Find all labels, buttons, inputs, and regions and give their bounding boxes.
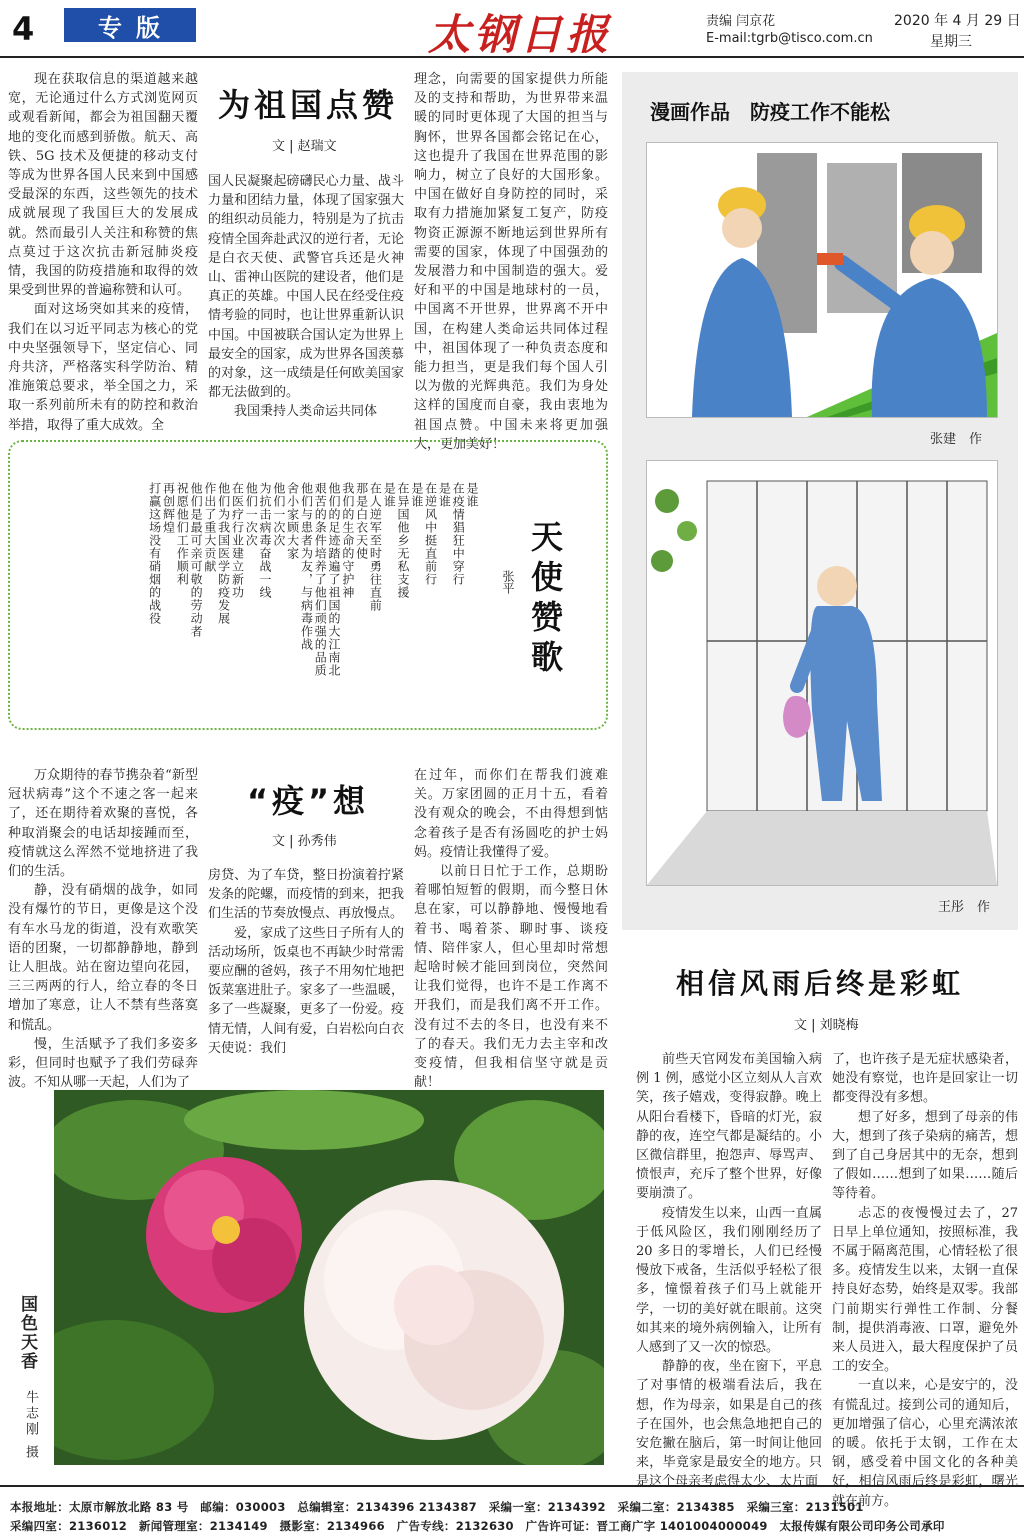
- poem-line: 在疫情猖狂中穿行: [451, 482, 466, 586]
- workers-temperature-check-drawing: [647, 143, 997, 417]
- poem-line: 舍小家顾大家: [285, 482, 300, 560]
- poem-line: 在人逆军至时勇往直前: [368, 482, 383, 612]
- article2-col3: [414, 766, 608, 1092]
- poem-line: 他们一次次: [271, 482, 286, 547]
- article2-title: “疫”想: [246, 782, 370, 820]
- poem-line: 他们为我国医学防疫发展: [216, 482, 231, 625]
- paragraph: 前些天官网发布美国输入病例 1 例，感觉小区立刻从人言欢笑，孩子嬉戏，变得寂静。晚上从阳台看楼下，昏暗的灯光，寂静的夜，连空气都是凝结的。小区微信群里，抱怨声、辱骂声、愤恨声，充斥了整个世界，好像要崩溃了。: [636, 1052, 822, 1202]
- photo-caption: 国色天香: [17, 1295, 37, 1371]
- article2-col1: [8, 766, 198, 1092]
- article1-col1: [8, 70, 198, 435]
- paragraph: 静，没有硝烟的战争，如同没有爆竹的节日，更像是这个没有车水马龙的街道，没有欢歌笑语的团聚，一切都静静地，静到让人胆战。站在窗边望向花园，三三两两的行人，给立春的冬日增加了寒意，让人不禁有些落寞和慌乱。: [8, 883, 198, 1033]
- paragraph: 我国秉持人类命运共同体: [234, 404, 378, 420]
- footer-line-1: 本报地址：太原市解放北路 83 号 邮编：030003 总编辑室：2134396 2134387 采编一室：2134392 采编二室：2134385 采编三室：2131501: [10, 1500, 864, 1514]
- poem-line: 他们与患者为友，与病毒作战: [299, 482, 314, 651]
- issue-weekday: 星期三: [930, 34, 972, 50]
- paragraph: 想了好多，想到了母亲的伟大，想到了孩子染病的痛苦，想到了自己身居其中的无奈，想到了假如……想到了如果……随后等待着。: [832, 1109, 1018, 1202]
- paragraph: 国人民凝聚起磅礴民心力量、战斗力量和团结力量，体现了国家强大的组织动员能力，特别是为了抗击疫情全国奔赴武汉的逆行者，无论是白衣天使、武警官兵还是火神山、雷神山医院的建设者，他们是真正的英雄。中国人民在经受住疫情考验的同时，也让世界重新认识中国。中国被联合国认定为世界上最安全的国家，成为世界各国羡慕的对象，这一成绩是任何欧美国家都无法做到的。: [208, 174, 404, 401]
- paragraph: 现在获取信息的渠道越来越宽，无论通过什么方式浏览网页或观看新闻，都会为祖国翻天覆地的变化而感到骄傲。航天、高铁、5G 技术及便捷的移动支付等成为世界各国人民来到中国感受最深的东西，这些领先的技术成就展现了我国巨大的发展成就。然而最引人关注和称赞的焦点莫过于这次抗击新冠肺炎疫情，我国的防疫措施和取得的效果受到世界的普遍称赞和认可。: [8, 72, 198, 299]
- article2-byline: 文 | 孙秀伟: [272, 834, 337, 849]
- poem-line: 作出了重大贡献: [202, 482, 217, 573]
- page-number: 4: [12, 10, 35, 48]
- white-peony: [304, 1180, 564, 1440]
- paragraph: 静静的夜，坐在窗下，平息了对事情的极端看法后，我在想，作为母亲，如果是自己的孩子在国外，也会焦急地把自己的安危撇在脑后，第一时间让他回来，毕竟家是最安全的地方。只是这个母亲考虑得太少、太片面: [636, 1359, 822, 1490]
- comic-credit-1: 张建 作: [930, 432, 983, 447]
- poem-title: 天使赞歌: [526, 520, 564, 680]
- paragraph: 了，也许孩子是无症状感染者，她没有察觉，也许是回家让一切都变得没有多想。: [832, 1052, 1018, 1106]
- poem-line: 艰苦的条件培养了他们顽强的品质: [313, 482, 328, 677]
- paragraph: 万众期待的春节携杂着“新型冠状病毒”这个不速之客一起来了，还在期待着欢聚的喜悦，各种取消聚会的电话却接踵而至，疫情就这么浑然不觉地挤进了我们的生活。: [8, 768, 198, 880]
- paper-logo: 太钢日报: [428, 10, 613, 59]
- paragraph: 以前日日忙于工作，总期盼着哪怕短暂的假期，而今整日休息在家，可以静静地、慢慢地看着书、喝着茶、聊时事、谈疫情、陪伴家人，但心里却时常想起啥时候才能回到岗位，突然间让我们觉得，也许不是工作离不开我们，而是我们离不开工作。没有过不去的冬日，也没有来不了的春天。我们无力去主宰和改变疫情，但我相信坚守就是贡献！: [414, 864, 608, 1091]
- pink-peony: [146, 1157, 302, 1313]
- poem-line: 我们的生命的守护神: [340, 482, 355, 599]
- section-tag: 专版: [64, 8, 196, 42]
- poem-line: 是谁: [437, 482, 452, 508]
- paragraph: 在过年，而你们在帮我们渡难关。万家团圆的正月十五，看着没有观众的晚会，不由得想到惦念着孩子是否有汤圆吃的护士妈妈。疫情让我懂得了爱。: [414, 768, 608, 860]
- poem-line: 打赢这场没有硝烟的战役: [147, 482, 162, 625]
- paragraph: 疫情发生以来，山西一直属于低风险区，我们刚刚经历了 20 多日的零增长，人们已经慢慢放下戒备，生活似乎轻松了很多，憧憬着孩子们马上就能开学，一切的美好就在眼前。这突如其来的境外病例输入，让所有人感到了又一次的惊恐。: [636, 1205, 822, 1356]
- poem-line: 祝愿他们工作顺利: [175, 482, 190, 586]
- poem-line: 在异国他乡无私支援: [396, 482, 411, 599]
- footer-line-2: 采编四室：2136012 新闻管理室：2134149 摄影室：2134966 广告专线：2132630 广告许可证：晋工商广字 1401004000049 太报传媒有限公司印务公司承印: [10, 1519, 945, 1533]
- poem-line: 是谁: [465, 482, 479, 508]
- paragraph: 一直以来，心是安宁的，没有慌乱过。接到公司的通知后，更加增强了信心，心里充满浓浓的暖。依托于太钢，工作在太钢，感受着中国文化的各种美好，相信风雨后终是彩虹，曙光就在前方。: [832, 1378, 1018, 1509]
- poem-author: 张平: [501, 570, 515, 594]
- article3-col1: [636, 1050, 822, 1492]
- poem-line: 是谁: [409, 482, 424, 508]
- paragraph: 爱，家成了这些日子所有人的活动场所，饭桌也不再缺少时常需要应酬的爸妈，孩子不用匆忙地把饭菜塞进肚子。家多了一些温暖，多了一些凝聚，更多了一份爱。疫情无情，人间有爱，白岩松向白衣天使说：我们: [208, 925, 404, 1056]
- poem-line: 那是白衣天使: [354, 482, 369, 560]
- peony-flowers-image: [54, 1090, 604, 1465]
- paragraph: 慢，生活赋予了我们多姿多彩，但同时也赋予了我们劳碌奔波。不知从哪一天起，人们为了: [8, 1036, 198, 1091]
- paragraph: 理念，向需要的国家提供力所能及的支持和帮助，为世界带来温暖的同时更体现了大国的担当与胸怀，世界各国都会铭记在心，这也提升了我国在世界范围的影响力，树立了良好的大国形象。中国在做好自身防控的同时，采取有力措施加紧复工复产，防疫物资正源源不断地运到世界所有需要的国家，体现了中国强劲的发展潜力和中国制造的强大。爱好和平的中国是地球村的一员，中国离不开世界，世界离不开中国，在构建人类命运共同体过程中，祖国体现了一种负责态度和能力担当，更是我们每个国人引以为傲的光辉典范。我们为身处这样的国度而自豪，我由衷地为祖国点赞。中国未来将更加强大，更加美好！: [414, 72, 608, 452]
- paragraph: 忐忑的夜慢慢过去了，27 日早上单位通知，按照标准，我不属于隔离范围，心情轻松了很多。疫情发生以来，太钢一直保持良好态势，始终是双零。我部门前期实行弹性工作制、分餐制，提供消毒液、口罩，避免外来人员进入，最大程度保护了员工的安全。: [832, 1205, 1018, 1375]
- footer: [0, 1485, 1024, 1539]
- poem-line: 在医疗行业建立新功: [230, 482, 245, 599]
- comic-heading: 漫画作品 防疫工作不能松: [650, 100, 890, 124]
- photo-credit: 牛志刚 摄: [23, 1390, 38, 1462]
- poem-line: 为抗击病毒奋战一线: [258, 482, 273, 599]
- peony-photo: [54, 1090, 604, 1465]
- comic-illustration-2: [646, 460, 998, 886]
- article3-col2: [832, 1050, 1018, 1511]
- article1-col2: [208, 172, 404, 422]
- article3-title: 相信风雨后终是彩虹: [675, 967, 964, 1000]
- poem-line: 他们的足迹踏遍了祖国的大江南北: [327, 482, 342, 677]
- poem-line: 他们是最可亲可敬的劳动者: [189, 482, 204, 638]
- poem-line: 在逆风中挺直前行: [423, 482, 438, 586]
- issue-date: 2020 年 4 月 29 日: [894, 13, 1021, 29]
- poem-line: 他们一次次: [244, 482, 259, 547]
- poem-line: 再创辉煌: [161, 482, 176, 534]
- paragraph: 房贷、为了车贷，整日扮演着拧紧发条的陀螺，而疫情的到来，把我们生活的节奏放慢点、再放慢点。: [208, 868, 404, 922]
- article1-byline: 文 | 赵瑞文: [272, 139, 337, 154]
- article1-col3: [414, 70, 608, 454]
- comic-illustration-1: [646, 142, 998, 418]
- article2-col2: [208, 866, 404, 1058]
- paragraph: 面对这场突如其来的疫情，我们在以习近平同志为核心的党中央坚强领导下，坚定信心、同舟共济，严格落实科学防治、精准施策总要求，举全国之力，采取一系列前所未有的防控和救治举措，取得了重大成效。全: [8, 302, 198, 433]
- comic-credit-2: 王彤 作: [938, 900, 991, 915]
- poem-line: 是谁: [382, 482, 397, 508]
- editor-email: E-mail:tgrb@tisco.com.cn: [706, 31, 873, 46]
- poem-lines: [58, 482, 478, 712]
- article3-byline: 文 | 刘晓梅: [794, 1018, 859, 1033]
- article1-title: 为祖国点赞: [217, 86, 398, 124]
- editor-credit: 责编 闫京花: [706, 14, 776, 29]
- worker-disinfecting-lockers-drawing: [647, 461, 997, 885]
- masthead: [0, 0, 1024, 58]
